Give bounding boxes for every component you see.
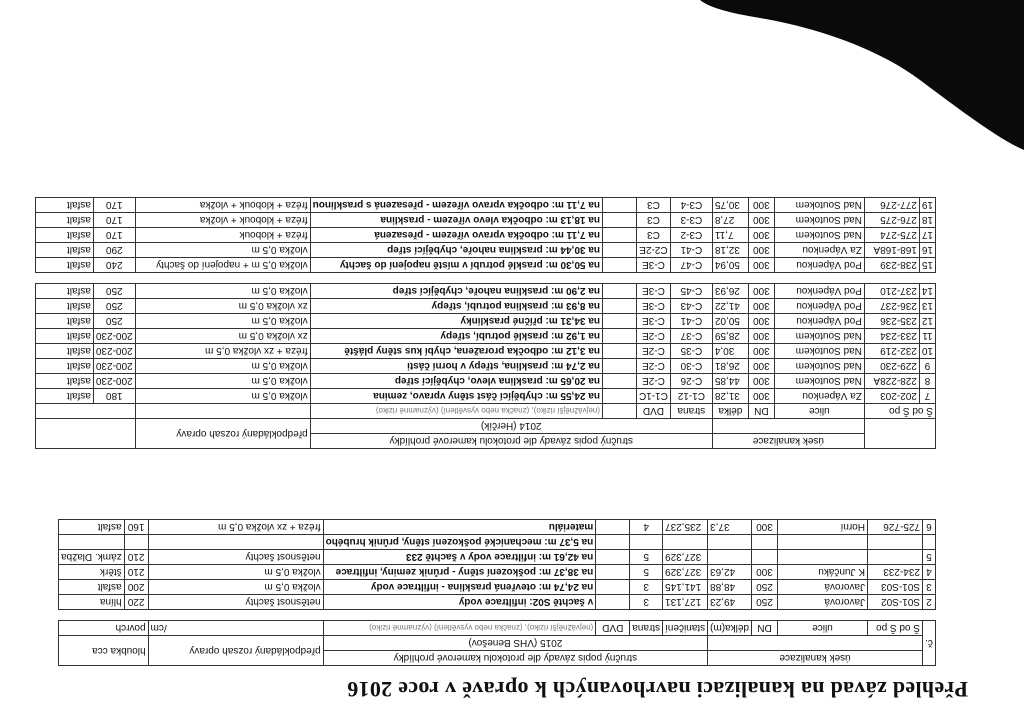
row-number: 12 — [919, 314, 935, 329]
defect-description: na 30,44 m: prasklina nahoře, chybějící střep — [310, 243, 602, 258]
row-number: 5 — [923, 550, 936, 565]
street: Javorová — [778, 580, 868, 595]
length: 49,23 — [708, 595, 752, 610]
street: Horní — [778, 520, 868, 535]
surface: asfalt — [35, 284, 93, 299]
depth: 240 — [93, 258, 135, 273]
street: Pod Vápenkou — [774, 258, 864, 273]
col-header-risk: (nejvážnější riziko), (značka nebo vysvětlení) (významné riziko) — [310, 404, 602, 419]
dn: 300 — [748, 299, 774, 314]
col-header-dvd: DVD — [596, 621, 630, 636]
col-header-source: 2015 (VHS Benešov) — [323, 636, 708, 651]
col-header-dn: DN — [752, 621, 778, 636]
depth: 210 — [124, 565, 148, 580]
repair-scope: zx vložka 0,5 m — [135, 299, 310, 314]
depth: 200 — [124, 580, 148, 595]
length: 7,11 — [712, 228, 748, 243]
defect-description: na 24,74 m: otevřená prasklina - infiltrace vody — [323, 580, 596, 595]
station: C3-3 — [670, 213, 712, 228]
defect-description: v šachtě S02: infiltrace vody — [323, 595, 596, 610]
repair-scope: fréza + zx vložka 0,5 m — [135, 344, 310, 359]
length: 42,63 — [708, 565, 752, 580]
station: 141,145 — [663, 580, 708, 595]
repair-scope: vložka 0,5 m — [148, 580, 323, 595]
street: Pod Vápenkou — [774, 284, 864, 299]
dn: 300 — [752, 565, 778, 580]
length: 26,93 — [712, 284, 748, 299]
station: 327,329 — [663, 565, 708, 580]
surface: hlína — [59, 595, 125, 610]
repair-scope: vložka 0,5 m + napojení do šachty — [135, 258, 310, 273]
length: 44,85 — [712, 374, 748, 389]
depth: 180 — [93, 389, 135, 404]
manhole-range: 236-237 — [864, 299, 919, 314]
defect-description: na 18,13 m: odbočka vlevo vířezem - prasklina — [310, 213, 602, 228]
station: C-45 — [670, 284, 712, 299]
row-number: 8 — [919, 374, 935, 389]
manhole-range: 277-276 — [864, 198, 919, 213]
street: Nad Soutokem — [774, 198, 864, 213]
repair-scope: vložka 0,5 m — [135, 284, 310, 299]
side: C3 — [636, 228, 670, 243]
dn: 300 — [748, 314, 774, 329]
repair-scope: vložka 0,5 m — [135, 389, 310, 404]
repair-scope: vložka 0,5 m — [135, 359, 310, 374]
manhole-range: 233-234 — [864, 329, 919, 344]
station: C-37 — [670, 329, 712, 344]
row-number: 3 — [923, 580, 936, 595]
row-number: 11 — [919, 329, 935, 344]
repair-scope: netěsnost šachty — [148, 595, 323, 610]
side: 5 — [630, 550, 663, 565]
side: 3 — [630, 580, 663, 595]
length: 31,28 — [712, 389, 748, 404]
manhole-range: 168-168A — [864, 243, 919, 258]
station: C-41 — [670, 314, 712, 329]
repair-scope: zx vložka 0,5 m — [135, 329, 310, 344]
surface: asfalt — [59, 580, 125, 595]
col-header-repair: předpokládaný rozsah opravy — [135, 419, 310, 449]
length: 26,81 — [712, 359, 748, 374]
dn: 300 — [748, 228, 774, 243]
depth: 200-230 — [93, 344, 135, 359]
station: 235,237 — [663, 520, 708, 535]
repair-scope: vložka 0,5 m — [135, 314, 310, 329]
surface: zámk. Dlažba — [59, 550, 125, 565]
dn: 300 — [748, 258, 774, 273]
dn: 300 — [748, 374, 774, 389]
depth: 170 — [93, 228, 135, 243]
col-header-side: strana — [630, 621, 663, 636]
row-number: 16 — [919, 243, 935, 258]
col-header-manhole: Š od Š po — [868, 621, 923, 636]
col-header-section: úsek kanalizace — [712, 434, 864, 449]
side: 5 — [630, 565, 663, 580]
manhole-range: 235-236 — [864, 314, 919, 329]
side: C1-1C — [636, 389, 670, 404]
station: C1-12 — [670, 389, 712, 404]
side: C-2E — [636, 359, 670, 374]
manhole-range: 229-230 — [864, 359, 919, 374]
station: C-41 — [670, 243, 712, 258]
surface: asfalt — [35, 329, 93, 344]
side: C-2E — [636, 374, 670, 389]
surface: asfalt — [35, 344, 93, 359]
street: Nad Soutokem — [774, 329, 864, 344]
side: C-3E — [636, 314, 670, 329]
col-header-length: délka(m) — [708, 621, 752, 636]
col-header-station: staničení — [663, 621, 708, 636]
defect-description: na 7,11 m: odbočka vpravo vířezem - přesazená — [310, 228, 602, 243]
row-number: 14 — [919, 284, 935, 299]
col-header-description: stručný popis závady dle protokolu kamerové prohlídky — [310, 434, 712, 449]
manhole-range: 237-210 — [864, 284, 919, 299]
length: 30,4 — [712, 344, 748, 359]
defect-description: na 7,11 m: odbočka vpravo vířezem - přesazená s prasklinou — [310, 198, 602, 213]
station: C-47 — [670, 258, 712, 273]
col-header-length: délka — [712, 404, 748, 419]
side: C3 — [636, 213, 670, 228]
defect-description: na 8,93 m: prasklina potrubí, střepy — [310, 299, 602, 314]
surface: asfalt — [35, 243, 93, 258]
repair-scope: netěsnost šachty — [148, 550, 323, 565]
street: Nad Soutokem — [774, 228, 864, 243]
length: 48,88 — [708, 580, 752, 595]
col-header-repair: předpokládaný rozsah opravy — [148, 636, 323, 666]
dn: 300 — [748, 213, 774, 228]
side: 3 — [630, 595, 663, 610]
dn: 250 — [752, 580, 778, 595]
depth: 160 — [124, 520, 148, 535]
side: C-3E — [636, 284, 670, 299]
dn: 300 — [748, 284, 774, 299]
col-header-dvd: DVD — [636, 404, 670, 419]
surface: asfalt — [35, 299, 93, 314]
station: C-43 — [670, 299, 712, 314]
depth: 200-230 — [93, 359, 135, 374]
depth: 210 — [124, 550, 148, 565]
depth: 170 — [93, 198, 135, 213]
manhole-range: S01-S02 — [868, 595, 923, 610]
length: 27,8 — [712, 213, 748, 228]
manhole-range: 275-274 — [864, 228, 919, 243]
surface: asfalt — [35, 213, 93, 228]
row-number: 17 — [919, 228, 935, 243]
repair-scope: fréza + zx vložka 0,5 m — [148, 520, 323, 535]
col-header-street: ulice — [774, 404, 864, 419]
col-header-section: úsek kanalizace — [708, 651, 923, 666]
surface: asfalt — [59, 520, 125, 535]
street: Nad Soutokem — [774, 213, 864, 228]
side: C3 — [636, 198, 670, 213]
repair-scope: fréza + klobouk + vložka — [135, 198, 310, 213]
dn: 300 — [748, 329, 774, 344]
col-header-depth: hloubka cca — [59, 636, 149, 666]
dn: 300 — [748, 344, 774, 359]
defect-description: na 42,61 m: infiltrace vody v šachtě 233 — [323, 550, 596, 565]
surface: asfalt — [35, 198, 93, 213]
repair-scope: vložka 0,5 m — [135, 243, 310, 258]
surface: asfalt — [35, 374, 93, 389]
depth: 290 — [93, 243, 135, 258]
col-header-side: strana — [670, 404, 712, 419]
col-header-order: č. — [923, 621, 936, 666]
defect-description: na 2,74 m: prasklina, střepy v horní části — [310, 359, 602, 374]
manhole-range: 276-275 — [864, 213, 919, 228]
col-header-surface: povrch — [59, 621, 149, 636]
surface: asfalt — [35, 228, 93, 243]
depth: 170 — [93, 213, 135, 228]
street: Javorová — [778, 595, 868, 610]
repair-scope: vložka 0,5 m — [135, 374, 310, 389]
surface: štěrk — [59, 565, 125, 580]
length: 41,22 — [712, 299, 748, 314]
defect-description: na 50,30 m: prasklé potrubí v místě napojení do šachty — [310, 258, 602, 273]
depth: 200-230 — [93, 329, 135, 344]
defect-description: materiálu — [323, 520, 596, 535]
defect-description: na 5,37 m: mechanické poškození stěny, průnik hrubého — [323, 535, 596, 550]
defect-description: na 2,90 m: prasklina nahoře, chybějící střep — [310, 284, 602, 299]
col-header-street: ulice — [778, 621, 868, 636]
side: C-3E — [636, 258, 670, 273]
surface: asfalt — [35, 389, 93, 404]
station: C-30 — [670, 359, 712, 374]
street: Za Vápenkou — [774, 243, 864, 258]
street: Nad Soutokem — [774, 359, 864, 374]
depth: 250 — [93, 299, 135, 314]
length: 50,94 — [712, 258, 748, 273]
manhole-range: 725-726 — [868, 520, 923, 535]
row-number: 7 — [919, 389, 935, 404]
dn: 250 — [752, 595, 778, 610]
defect-description: na 1,92 m: prasklé potrubí, střepy — [310, 329, 602, 344]
side: C2-2E — [636, 243, 670, 258]
station: C-26 — [670, 374, 712, 389]
col-header-manhole: Š od Š po — [864, 404, 935, 419]
defect-description: na 24,55 m: chybějící část stěny vpravo, zemina — [310, 389, 602, 404]
row-number: 18 — [919, 213, 935, 228]
defect-description: na 34,31 m: příčné prasklinky — [310, 314, 602, 329]
row-number: 13 — [919, 299, 935, 314]
street: K Junčáku — [778, 565, 868, 580]
length: 30,75 — [712, 198, 748, 213]
col-header-dn: DN — [748, 404, 774, 419]
station: C-35 — [670, 344, 712, 359]
scan-shadow-shape — [700, 0, 1024, 150]
row-number: 9 — [919, 359, 935, 374]
manhole-range: 202-203 — [864, 389, 919, 404]
side: 4 — [630, 520, 663, 535]
document-title: Přehled závad na kanalizaci navrhovaných k opravě v roce 2016 — [346, 677, 968, 702]
defect-description: na 3,12 m: odbočka proražena, chybí kus stěny pláště — [310, 344, 602, 359]
col-header-source: 2014 (Herčík) — [310, 419, 712, 434]
repair-scope: fréza + klobouk — [135, 228, 310, 243]
defect-description: na 20,65 m: prasklina vlevo, chybějící střep — [310, 374, 602, 389]
row-number: 6 — [923, 520, 936, 535]
station: C3-2 — [670, 228, 712, 243]
row-number: 2 — [923, 595, 936, 610]
depth: 250 — [93, 314, 135, 329]
defect-description: na 38,37 m: poškození stěny - průnik zeminy, infiltrace — [323, 565, 596, 580]
dn: 300 — [748, 359, 774, 374]
side: C-2E — [636, 329, 670, 344]
manhole-range: 234-233 — [868, 565, 923, 580]
dn: 300 — [752, 520, 778, 535]
side: C-2E — [636, 344, 670, 359]
street: Nad Soutokem — [774, 374, 864, 389]
length: 28,59 — [712, 329, 748, 344]
dn: 300 — [748, 243, 774, 258]
manhole-range: 228-228A — [864, 374, 919, 389]
street: Pod Vápenkou — [774, 314, 864, 329]
repair-scope: vložka 0,5 m — [148, 565, 323, 580]
surface: asfalt — [35, 258, 93, 273]
station: C3-4 — [670, 198, 712, 213]
dn: 300 — [748, 389, 774, 404]
street: Za Vápenkou — [774, 389, 864, 404]
row-number: 19 — [919, 198, 935, 213]
col-header-description: stručný popis závady dle protokolu kamerové prohlídky — [323, 651, 708, 666]
station: 327,329 — [663, 550, 708, 565]
dn: 300 — [748, 198, 774, 213]
repair-scope: fréza + klobouk + vložka — [135, 213, 310, 228]
depth: 250 — [93, 284, 135, 299]
col-header-risk: (nejvážnější riziko), (značka nebo vysvětlení) (významné riziko) — [323, 621, 596, 636]
length: 32,18 — [712, 243, 748, 258]
street: Pod Vápenkou — [774, 299, 864, 314]
surface: asfalt — [35, 359, 93, 374]
manhole-range: 238-239 — [864, 258, 919, 273]
length: 50,02 — [712, 314, 748, 329]
station: 127,131 — [663, 595, 708, 610]
manhole-range: 232-219 — [864, 344, 919, 359]
row-number: 10 — [919, 344, 935, 359]
row-number: 4 — [923, 565, 936, 580]
col-header-unit: /cm — [148, 621, 323, 636]
side: C-3E — [636, 299, 670, 314]
row-number: 15 — [919, 258, 935, 273]
depth: 220 — [124, 595, 148, 610]
street: Nad Soutokem — [774, 344, 864, 359]
length: 37,3 — [708, 520, 752, 535]
surface: asfalt — [35, 314, 93, 329]
manhole-range: S01-S03 — [868, 580, 923, 595]
depth: 200-230 — [93, 374, 135, 389]
